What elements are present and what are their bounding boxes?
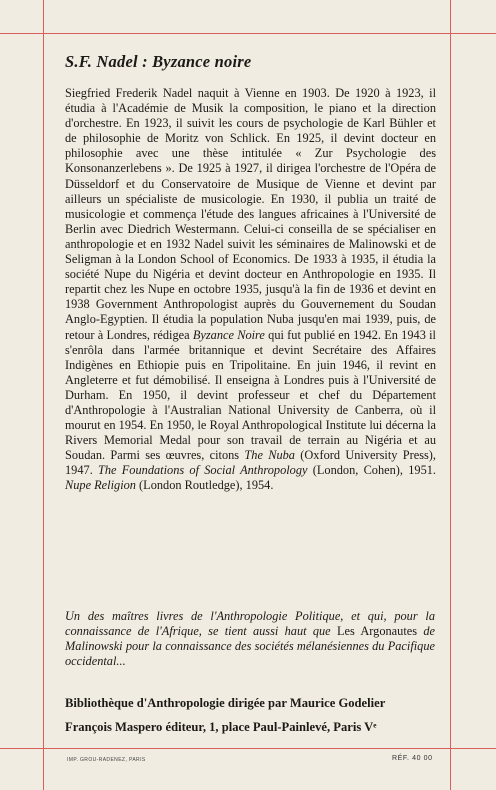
crop-line-bottom [0, 748, 496, 749]
italic-text-run: The Foundations of Social Anthropology [98, 463, 308, 478]
publisher-line: François Maspero éditeur, 1, place Paul-Painlevé, Paris Vᵉ [65, 720, 377, 734]
biography-paragraph [65, 86, 436, 494]
crop-line-left [43, 0, 44, 790]
back-cover-text [57, 52, 436, 494]
reference-number: RÉF. 40 00 [392, 755, 433, 762]
italic-text-run: Byzance Noire [192, 327, 265, 342]
italic-text-run: The Nuba [244, 448, 295, 463]
text-run: (Oxford University Press), 1947. [65, 448, 436, 478]
italic-text-run: Un des maîtres livres de l'Anthropologie Politique, et qui, pour la connaissance de l'Afrique, se tient aussi haut que [65, 609, 435, 638]
blurb-paragraph [65, 609, 435, 669]
crop-line-top [0, 33, 496, 34]
italic-text-run: de Malinowski pour la connaissance des sociétés mélanésiennes du Pacifique occidental... [65, 624, 435, 668]
text-run: Les Argonautes [336, 624, 418, 638]
text-run: (London Routledge), 1954. [135, 478, 274, 493]
italic-text-run: Nupe Religion [65, 478, 136, 493]
collection-line: Bibliothèque d'Anthropologie dirigée par Maurice Godelier [65, 696, 386, 710]
book-title: S.F. Nadel : Byzance noire [65, 52, 252, 71]
printer-imprint: IMP. GROU-RADENEZ, PARIS [67, 757, 146, 763]
text-run: qui fut publié en 1942. En 1943 il s'enrôla dans l'armée britannique et devint Secrétaire des Affaires Indigènes en Ethiopie puis en Tripolitaine. En juin 1946, il revint en Angleterre et fut démobilisé. Il enseigna à Londres puis à l'Université de Durham. En 1950, il devint professeur et chef du Département d'Anthropologie à l'Australian National University de Canberra, où il mourut en 1954. En 1950, le Royal Anthropological Institute lui décerna la Rivers Memorial Medal pour son travail de terrain au Nigéria et au Soudan. Parmi ses œuvres, citons [65, 327, 436, 463]
book-blurb [65, 609, 435, 669]
text-run: Siegfried Frederik Nadel naquit à Vienne en 1903. De 1920 à 1923, il étudia à l'Académie de Musik la composition, le piano et la direction d'orchestre. En 1923, il suivit les cours de psychologie de Karl Bühler et de philosophie de Moritz von Schlick. En 1925, il devint docteur en philosophie avec une thèse intitulée « Zur Psychologie des Konsonanzerlebens ». De 1925 à 1927, il dirigea l'orchestre de l'Opéra de Düsseldorf et du Conservatoire de Musique de Vienne et devint par ailleurs un spécialiste de musicologie. En 1930, il publia un traité de musicologie et commença l'étude des langues africaines à l'Université de Berlin avec Diedrich Westermann. Celui-ci conseilla de se spécialiser en anthropologie et en 1932 Nadel suivit les séminaires de Malinowski et de Seligman à la London School of Economics. De 1933 à 1935, il étudia la société Nupe du Nigéria et devint docteur en Anthropologie en 1935. Il repartit chez les Nupe en octobre 1935, jusqu'à la fin de 1936 et devint en 1938 Government Anthropologist auprès du Gouvernement du Soudan Anglo-Egyptien. Il étudia la population Nuba jusqu'en mai 1939, puis, de retour à Londres, rédigea [65, 86, 436, 342]
crop-line-right [450, 0, 451, 790]
text-run: (London, Cohen), 1951. [307, 463, 436, 478]
author-biography [65, 86, 436, 494]
